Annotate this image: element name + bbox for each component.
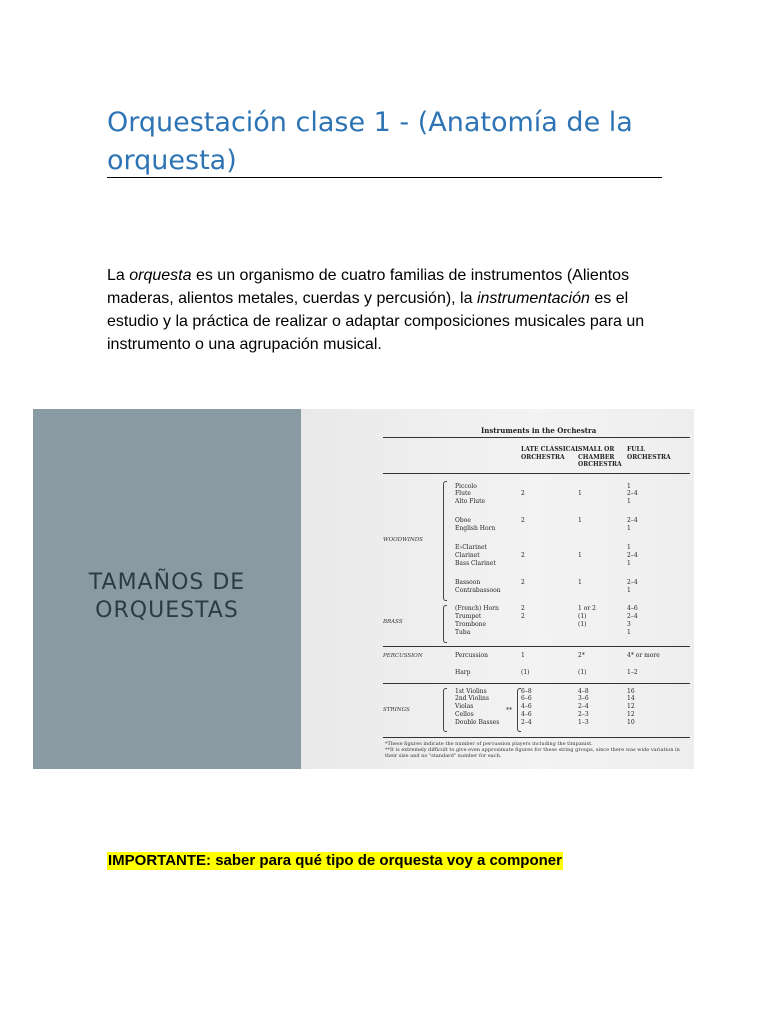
table-bottom-rule (383, 737, 690, 738)
table-cell-c1: 1 (521, 652, 525, 659)
table-cell-c1: 2 (521, 613, 525, 620)
table-cell-c2: 2–4 (578, 703, 589, 710)
table-harp-rule (383, 683, 690, 684)
table-cell-c1: 6–6 (521, 695, 532, 702)
table-cell-c1: 2 (521, 490, 525, 497)
woodwinds-brace (443, 481, 447, 601)
table-cell-c2: 1 or 2 (578, 605, 596, 612)
table-top-rule (383, 437, 690, 438)
table-brass-rule (383, 646, 690, 647)
table-cell-c3: 14 (627, 695, 635, 702)
title-underline (107, 177, 662, 178)
table-header-rule (383, 473, 690, 474)
column-header-full: FULL ORCHESTRA (627, 446, 671, 461)
table-cell-c3: 2–4 (627, 517, 638, 524)
table-cell-c2: 1 (578, 552, 582, 559)
table-row-instrument: Trumpet (455, 613, 482, 620)
table-cell-c1: 6–8 (521, 688, 532, 695)
brass-brace (443, 605, 447, 643)
table-cell-c1: 4–6 (521, 711, 532, 718)
table-cell-c2: (1) (578, 669, 587, 676)
intro-text-2: es un organismo de cuatro familias de instrumentos (Alientos maderas, alientos metales, cuerdas y percusión), la (107, 267, 630, 307)
table-cell-c3: 16 (627, 688, 635, 695)
table-row-instrument: Flute (455, 490, 471, 497)
table-cell-c2: 4–8 (578, 688, 589, 695)
intro-text-3: es el estudio y la práctica de realizar o adaptar composiciones musicales para un instrumento o una agrupación musical. (107, 290, 645, 353)
figure-title: TAMAÑOS DE ORQUESTAS (88, 570, 246, 623)
intro-text-1: La (107, 267, 130, 284)
intro-term-instrumentacion: instrumentación (476, 290, 590, 307)
table-cell-c1: 2 (521, 552, 525, 559)
table-cell-c1: 4–6 (521, 703, 532, 710)
family-label-woodwinds: WOODWINDS (383, 537, 423, 543)
instruments-table-panel (301, 409, 694, 769)
table-cell-c3: 2–4 (627, 490, 638, 497)
table-row-instrument: Tuba (455, 629, 471, 636)
table-cell-c3: 4–6 (627, 605, 638, 612)
table-row-instrument: Bassoon (455, 579, 481, 586)
footnote-2: **It is extremely difficult to give even approximate figures for these string groups, since there was wide variation in their size and no "standard" number for each. (385, 747, 680, 759)
table-cell-c1: (1) (521, 669, 530, 676)
column-header-late-classical: LATE CLASSICAL ORCHESTRA (521, 446, 580, 461)
table-cell-c3: 3 (627, 621, 631, 628)
column-header-chamber: SMALL OR CHAMBER ORCHESTRA (578, 446, 622, 468)
footnote-1: *These figures indicate the number of percussion players including the timpanist. (385, 741, 593, 747)
table-cell-c1: 2–4 (521, 719, 532, 726)
table-cell-c3: 2–4 (627, 613, 638, 620)
table-cell-c2: 2* (578, 652, 585, 659)
intro-paragraph (107, 264, 647, 356)
table-row-instrument: Clarinet (455, 552, 480, 559)
family-label-percussion: PERCUSSION (383, 653, 423, 659)
table-row-instrument: Harp (455, 669, 471, 676)
table-row-instrument: Oboe (455, 517, 471, 524)
page-title: Orquestación clase 1 - (Anatomía de la orquesta) (107, 107, 633, 176)
table-cell-c2: 1 (578, 490, 582, 497)
table-cell-c2: 2–3 (578, 711, 589, 718)
table-cell-c3: 4* or more (627, 652, 660, 659)
table-cell-c3: 1 (627, 544, 631, 551)
important-note: IMPORTANTE: saber para qué tipo de orquesta voy a componer (108, 852, 562, 869)
table-row-instrument: Piccolo (455, 483, 477, 490)
table-row-instrument: Violas (455, 703, 474, 710)
table-cell-c2: 3–6 (578, 695, 589, 702)
table-caption: Instruments in the Orchestra (481, 426, 597, 435)
table-row-instrument: Contrabassoon (455, 587, 501, 594)
table-cell-c1: 2 (521, 605, 525, 612)
table-cell-c3: 1 (627, 525, 631, 532)
table-row-instrument: Cellos (455, 711, 474, 718)
table-row-instrument: 1st Violins (455, 688, 487, 695)
family-label-strings: STRINGS (383, 707, 410, 713)
intro-term-orquesta: orquesta (129, 267, 192, 284)
figure-title-panel (33, 409, 301, 769)
table-cell-c2: 1 (578, 517, 582, 524)
table-cell-c3: 12 (627, 703, 635, 710)
strings-brace (443, 688, 447, 732)
table-row-instrument: (French) Horn (455, 605, 499, 612)
table-row-instrument: Double Basses (455, 719, 500, 726)
table-cell-c3: 1 (627, 629, 631, 636)
table-cell-c3: 1 (627, 498, 631, 505)
table-row-instrument: E♭Clarinet (455, 544, 487, 551)
table-row-instrument: Bass Clarinet (455, 560, 496, 567)
table-row-instrument: English Horn (455, 525, 496, 532)
table-cell-c3: 12 (627, 711, 635, 718)
table-cell-c3: 1 (627, 587, 631, 594)
table-cell-c3: 1 (627, 483, 631, 490)
table-row-instrument: Alto Flute (455, 498, 486, 505)
table-cell-c2: 1 (578, 579, 582, 586)
table-cell-c3: 1 (627, 560, 631, 567)
table-cell-c1: 2 (521, 517, 525, 524)
strings-mark: ** (506, 707, 512, 714)
table-row-instrument: Trombone (455, 621, 487, 628)
table-cell-c1: 2 (521, 579, 525, 586)
table-cell-c3: 1–2 (627, 669, 638, 676)
table-row-instrument: 2nd Violins (455, 695, 489, 702)
table-row-instrument: Percussion (455, 652, 488, 659)
table-cell-c3: 2–4 (627, 552, 638, 559)
table-cell-c2: (1) (578, 621, 587, 628)
family-label-brass: BRASS (383, 619, 403, 625)
orchestra-sizes-figure (33, 409, 694, 769)
table-cell-c2: (1) (578, 613, 587, 620)
table-cell-c3: 10 (627, 719, 635, 726)
table-cell-c2: 1–3 (578, 719, 589, 726)
table-cell-c3: 2–4 (627, 579, 638, 586)
